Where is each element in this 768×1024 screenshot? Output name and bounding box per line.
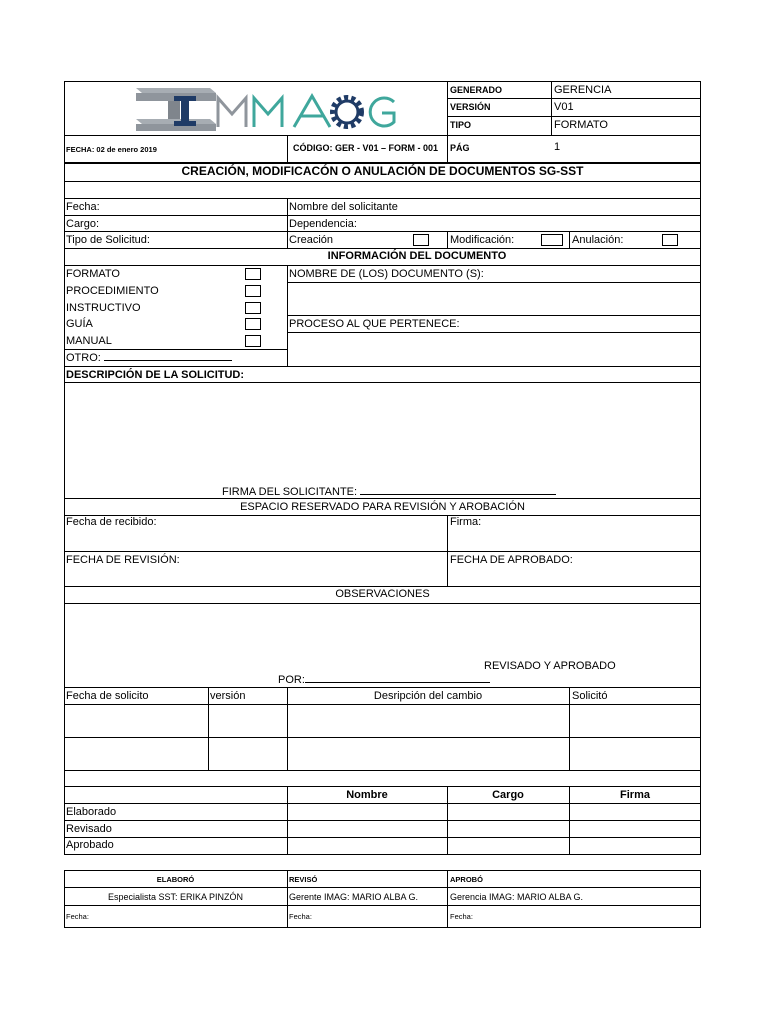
fecha-field-label: Fecha:	[66, 201, 100, 213]
firma-solicitante-field[interactable]	[222, 484, 556, 499]
version-label: VERSIÓN	[450, 102, 491, 112]
descripcion-area[interactable]	[66, 384, 698, 482]
instructivo-checkbox[interactable]	[245, 302, 261, 314]
observaciones-header: OBSERVACIONES	[335, 588, 430, 600]
anulacion-checkbox[interactable]	[662, 234, 678, 246]
tipo-label: TIPO	[450, 120, 472, 130]
footer-aprobo-name: Gerencia IMAG: MARIO ALBA G.	[450, 892, 584, 902]
sig-col-cargo: Cargo	[492, 789, 524, 801]
footer-reviso-name: Gerente IMAG: MARIO ALBA G.	[289, 892, 419, 902]
sig-row-revisado: Revisado	[66, 823, 112, 835]
creacion-checkbox[interactable]	[413, 234, 429, 246]
col-descripcion-cambio: Desripción del cambio	[373, 690, 483, 702]
sig-row-elaborado: Elaborado	[66, 806, 117, 818]
pag-label: PÁG	[450, 143, 470, 153]
por-line	[305, 672, 490, 683]
creacion-label: Creación	[289, 234, 334, 246]
fecha-recibido-label: Fecha de recibido:	[66, 516, 157, 528]
fecha-aprobado-label: FECHA DE APROBADO:	[450, 554, 573, 566]
firma-solicitante-line	[360, 484, 556, 495]
generado-label: GENERADO	[450, 85, 503, 95]
footer-fecha-3: Fecha:	[450, 912, 473, 921]
tipo-value: FORMATO	[554, 119, 608, 131]
doc-type-formato: FORMATO	[66, 268, 120, 280]
sig-row-aprobado: Aprobado	[66, 839, 114, 851]
procedimiento-checkbox[interactable]	[245, 285, 261, 297]
footer-fecha-2: Fecha:	[289, 912, 312, 921]
nombre-solicitante-label: Nombre del solicitante	[289, 201, 398, 213]
footer-elaboro-name: Especialista SST: ERIKA PINZÓN	[107, 892, 244, 902]
logo-graphic	[130, 84, 400, 134]
otro-label: OTRO:	[66, 352, 101, 364]
footer-elaboro: ELABORÓ	[156, 875, 195, 884]
cargo-label: Cargo:	[66, 218, 100, 230]
sig-col-nombre: Nombre	[346, 789, 388, 801]
modificacion-label: Modificación:	[450, 234, 515, 246]
revisado-aprobado-label: REVISADO Y APROBADO	[484, 660, 616, 672]
descripcion-label: DESCRIPCIÓN DE LA SOLICITUD:	[66, 369, 245, 381]
col-version: versión	[210, 690, 246, 702]
doc-type-procedimiento: PROCEDIMIENTO	[66, 285, 159, 297]
doc-type-manual: MANUAL	[66, 335, 112, 347]
modificacion-checkbox[interactable]	[541, 234, 563, 246]
firma-solicitante-label: FIRMA DEL SOLICITANTE:	[222, 486, 358, 498]
proceso-label: PROCESO AL QUE PERTENECE:	[289, 318, 460, 330]
doc-type-instructivo: INSTRUCTIVO	[66, 302, 141, 314]
anulacion-label: Anulación:	[572, 234, 624, 246]
firma-label: Firma:	[450, 516, 482, 528]
doc-info-header: INFORMACIÓN DEL DOCUMENTO	[327, 250, 507, 262]
version-value: V01	[554, 101, 574, 113]
fecha-header: FECHA: 02 de enero 2019	[66, 145, 157, 154]
footer-fecha-1: Fecha:	[66, 912, 89, 921]
formato-checkbox[interactable]	[245, 268, 261, 280]
sig-col-firma: Firma	[620, 789, 650, 801]
company-logo	[130, 84, 400, 134]
doc-type-guia: GUÍA	[66, 318, 93, 330]
por-field[interactable]	[278, 672, 490, 687]
tipo-solicitud-label: Tipo de Solicitud:	[66, 234, 150, 246]
por-label: POR:	[278, 674, 305, 686]
codigo-header: CÓDIGO: GER - V01 – FORM - 001	[293, 143, 439, 153]
form-title: CREACIÓN, MODIFICACÓN O ANULACIÓN DE DOCUMENTOS SG-SST	[181, 164, 584, 178]
fecha-revision-label: FECHA DE REVISIÓN:	[66, 554, 180, 566]
col-fecha-solicito: Fecha de solicito	[66, 690, 149, 702]
footer-aprobo: APROBÓ	[450, 875, 483, 884]
col-solicito: Solicitó	[572, 690, 608, 702]
otro-line	[104, 350, 232, 361]
dependencia-label: Dependencia:	[289, 218, 357, 230]
nombre-documentos-label: NOMBRE DE (LOS) DOCUMENTO (S):	[289, 268, 484, 280]
pag-value: 1	[554, 141, 561, 153]
guia-checkbox[interactable]	[245, 318, 261, 330]
footer-reviso: REVISÓ	[289, 875, 318, 884]
manual-checkbox[interactable]	[245, 335, 261, 347]
otro-field[interactable]	[66, 350, 232, 365]
generado-value: GERENCIA	[554, 84, 612, 96]
review-header: ESPACIO RESERVADO PARA REVISIÓN Y AROBACIÓN	[240, 501, 525, 513]
